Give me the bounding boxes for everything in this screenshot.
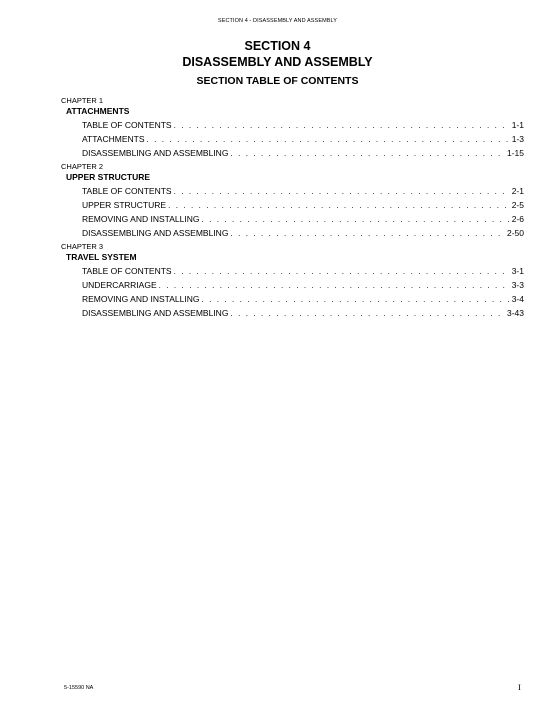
dot-leader — [174, 265, 510, 279]
dot-leader — [159, 279, 510, 293]
table-of-contents — [61, 94, 524, 320]
toc-entry-label: DISASSEMBLING AND ASSEMBLING — [82, 148, 229, 158]
toc-entry-label: DISASSEMBLING AND ASSEMBLING — [82, 228, 229, 238]
toc-entry[interactable] — [82, 146, 524, 160]
footer-doc-number: 5-15590 NA — [64, 685, 94, 691]
toc-entry[interactable] — [82, 278, 524, 292]
toc-entry[interactable] — [82, 292, 524, 306]
toc-entry[interactable] — [82, 212, 524, 226]
chapter-label: CHAPTER 1 — [61, 96, 104, 105]
dot-leader — [168, 199, 510, 213]
dot-leader — [201, 213, 509, 227]
toc-entry[interactable] — [82, 306, 524, 320]
toc-entry-page: 2-1 — [511, 186, 524, 196]
chapter-3 — [61, 242, 524, 320]
toc-entry-label: TABLE OF CONTENTS — [82, 186, 172, 196]
running-header: SECTION 4 - DISASSEMBLY AND ASSEMBLY — [217, 18, 338, 24]
section-name-title: DISASSEMBLY AND ASSEMBLY — [182, 55, 373, 69]
chapter-title: ATTACHMENTS — [66, 106, 130, 116]
chapter-title: TRAVEL SYSTEM — [66, 252, 137, 262]
toc-entry-page: 1-1 — [511, 120, 524, 130]
dot-leader — [174, 185, 510, 199]
chapter-label: CHAPTER 3 — [61, 242, 104, 251]
toc-entry-page: 1-3 — [511, 134, 524, 144]
toc-entry-page: 3-43 — [506, 308, 524, 318]
dot-leader — [230, 147, 505, 161]
toc-entry-page: 1-15 — [506, 148, 524, 158]
toc-entry-label: REMOVING AND INSTALLING — [82, 294, 200, 304]
toc-entry-label: UNDERCARRIAGE — [82, 280, 157, 290]
toc-entry-page: 2-5 — [511, 200, 524, 210]
toc-entry-label: REMOVING AND INSTALLING — [82, 214, 200, 224]
dot-leader — [147, 133, 510, 147]
dot-leader — [230, 227, 505, 241]
toc-entry-label: ATTACHMENTS — [82, 134, 145, 144]
toc-entry-label: UPPER STRUCTURE — [82, 200, 167, 210]
toc-entry[interactable] — [82, 118, 524, 132]
chapter-label: CHAPTER 2 — [61, 162, 104, 171]
toc-entry-label: TABLE OF CONTENTS — [82, 120, 172, 130]
chapter-title: UPPER STRUCTURE — [66, 172, 151, 182]
toc-entry-page: 2-50 — [506, 228, 524, 238]
footer-page-number: I — [518, 682, 521, 692]
toc-heading: SECTION TABLE OF CONTENTS — [196, 75, 359, 87]
dot-leader — [174, 119, 510, 133]
chapter-2 — [61, 162, 524, 240]
toc-entry[interactable] — [82, 264, 524, 278]
toc-entry[interactable] — [82, 226, 524, 240]
dot-leader — [230, 307, 505, 321]
title-block — [0, 38, 555, 88]
dot-leader — [201, 293, 509, 307]
toc-entry-label: DISASSEMBLING AND ASSEMBLING — [82, 308, 229, 318]
section-number-title: SECTION 4 — [244, 39, 311, 53]
chapter-1 — [61, 96, 524, 160]
toc-entry-page: 2-6 — [511, 214, 524, 224]
toc-entry-page: 3-1 — [511, 266, 524, 276]
toc-entry-page: 3-3 — [511, 280, 524, 290]
toc-entry-label: TABLE OF CONTENTS — [82, 266, 172, 276]
toc-entry[interactable] — [82, 198, 524, 212]
toc-entry[interactable] — [82, 132, 524, 146]
toc-entry[interactable] — [82, 184, 524, 198]
toc-entry-page: 3-4 — [511, 294, 524, 304]
